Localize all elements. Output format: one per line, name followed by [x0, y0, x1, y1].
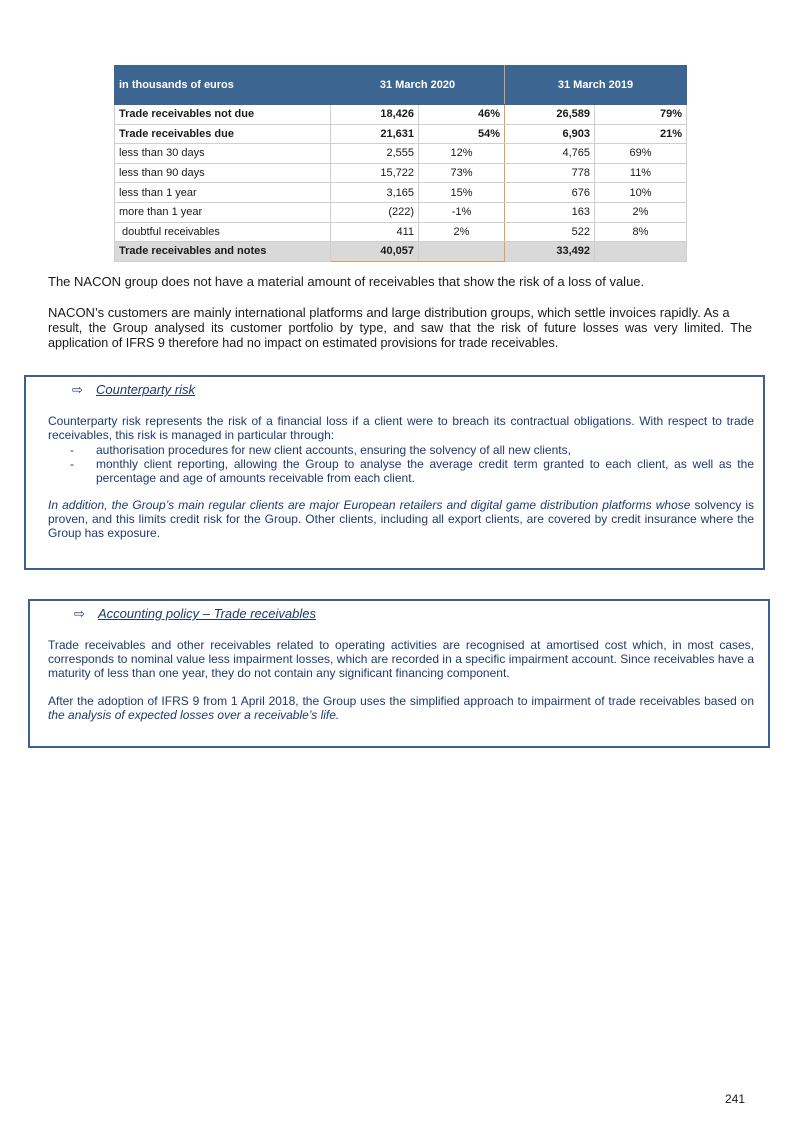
header-label: in thousands of euros	[115, 66, 331, 105]
list-item	[48, 457, 754, 485]
percent-2019: 10%	[595, 183, 687, 203]
value-2020: 18,426	[331, 105, 419, 125]
percent-2019	[595, 242, 687, 262]
row-label: less than 90 days	[115, 163, 331, 183]
row-label: more than 1 year	[115, 202, 331, 222]
header-2020: 31 March 2020	[331, 66, 505, 105]
row-label: Trade receivables and notes	[115, 242, 331, 262]
value-2019: 676	[505, 183, 595, 203]
arrow-right-icon: ⇨	[72, 382, 83, 397]
value-2020: 15,722	[331, 163, 419, 183]
row-label: doubtful receivables	[115, 222, 331, 242]
value-2019: 33,492	[505, 242, 595, 262]
bullet-text: authorisation procedures for new client accounts, ensuring the solvency of all new clients,	[96, 443, 571, 457]
accounting-policy-title: Accounting policy – Trade receivables	[98, 606, 316, 621]
value-2020: 3,165	[331, 183, 419, 203]
table-row	[115, 202, 687, 222]
table-row	[115, 222, 687, 242]
accounting-policy-heading	[74, 607, 316, 621]
value-2020: (222)	[331, 202, 419, 222]
percent-2020: 2%	[419, 222, 505, 242]
page-number: 241	[725, 1092, 746, 1106]
percent-2020: -1%	[419, 202, 505, 222]
percent-2020: 73%	[419, 163, 505, 183]
percent-2020	[419, 242, 505, 262]
counterparty-risk-heading	[72, 383, 195, 397]
arrow-right-icon: ⇨	[74, 606, 85, 621]
counterparty-bullet-list	[48, 443, 754, 485]
percent-2020: 54%	[419, 124, 505, 144]
value-2020: 40,057	[331, 242, 419, 262]
accounting-p2-italic: the analysis of expected losses over a receivable’s life.	[48, 708, 340, 722]
percent-2019: 11%	[595, 163, 687, 183]
table-row	[115, 144, 687, 164]
counterparty-risk-title: Counterparty risk	[96, 382, 195, 397]
percent-2020: 12%	[419, 144, 505, 164]
accounting-paragraph-1: Trade receivables and other receivables related to operating activities are recognised at amortised cost which, in most cases, corresponds to nominal value less impairment losses, which are recorded in a specific impairment account. Since receivables have a maturity of less than one year, they do not contain any significant financing component.	[48, 638, 754, 680]
value-2019: 26,589	[505, 105, 595, 125]
row-label: less than 30 days	[115, 144, 331, 164]
value-2019: 6,903	[505, 124, 595, 144]
value-2020: 21,631	[331, 124, 419, 144]
bullet-text: monthly client reporting, allowing the Group to analyse the average credit term granted to each client, as well as the percentage and age of amounts receivable from each client.	[96, 457, 754, 485]
table-header-row	[115, 66, 687, 105]
counterparty-intro: Counterparty risk represents the risk of a financial loss if a client were to breach its contractual obligations. With respect to trade receivables, this risk is managed in particular through:	[48, 414, 754, 442]
percent-2019: 21%	[595, 124, 687, 144]
loss-of-value-paragraph: The NACON group does not have a material amount of receivables that show the risk of a loss of value.	[48, 274, 645, 289]
table-row	[115, 105, 687, 125]
value-2020: 2,555	[331, 144, 419, 164]
header-2019: 31 March 2019	[505, 66, 687, 105]
accounting-p2-text: After the adoption of IFRS 9 from 1 April 2018, the Group uses the simplified approach to impairment of trade receivables based on	[48, 694, 754, 708]
table-row	[115, 163, 687, 183]
row-label: Trade receivables not due	[115, 105, 331, 125]
customers-paragraph-line1: NACON’s customers are mainly international platforms and large distribution groups, which settle invoices rapidly. As a	[48, 305, 730, 320]
bullet-dash: -	[70, 443, 74, 457]
value-2019: 778	[505, 163, 595, 183]
value-2020: 411	[331, 222, 419, 242]
customers-paragraph-rest: result, the Group analysed its customer portfolio by type, and saw that the risk of future losses was very limited. The application of IFRS 9 therefore had no impact on estimated provisions for trade receivables.	[48, 321, 752, 350]
percent-2019: 2%	[595, 202, 687, 222]
accounting-policy-box	[28, 599, 770, 748]
table-row	[115, 183, 687, 203]
row-label: less than 1 year	[115, 183, 331, 203]
percent-2020: 46%	[419, 105, 505, 125]
table-total-row	[115, 242, 687, 262]
percent-2020: 15%	[419, 183, 505, 203]
counterparty-closing	[48, 498, 754, 540]
value-2019: 522	[505, 222, 595, 242]
accounting-paragraph-2	[48, 694, 754, 722]
percent-2019: 8%	[595, 222, 687, 242]
value-2019: 4,765	[505, 144, 595, 164]
percent-2019: 69%	[595, 144, 687, 164]
table-row	[115, 124, 687, 144]
counterparty-risk-box	[24, 375, 765, 570]
list-item	[48, 443, 754, 457]
percent-2019: 79%	[595, 105, 687, 125]
receivables-table	[114, 65, 687, 262]
value-2019: 163	[505, 202, 595, 222]
closing-text: solvency is proven, and this limits credit risk for the Group. Other clients, including all export clients, are covered by credit insurance where the Group has exposure.	[48, 498, 754, 540]
bullet-dash: -	[70, 457, 74, 471]
closing-italic-text: In addition, the Group’s main regular clients are major European retailers and digital game distribution platforms whose	[48, 498, 691, 512]
row-label: Trade receivables due	[115, 124, 331, 144]
